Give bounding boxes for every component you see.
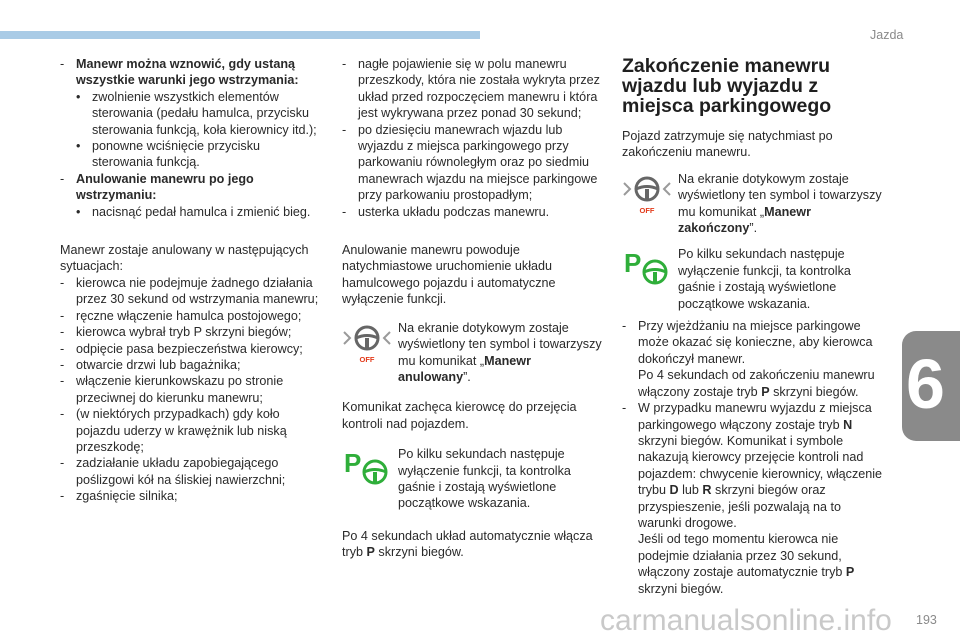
list-item: usterka układu podczas manewru. [358, 204, 550, 219]
finished-icon-text: Na ekranie dotykowym zostaje wyświetlony ten symbol i towarzyszy mu komunikat „Manewr zakończony”. [678, 171, 882, 236]
cancel-title: Anulowanie manewru po jego wstrzymaniu: [76, 171, 254, 203]
prompt-text: Komunikat zachęca kierowcę do przejęcia kontroli nad pojazdem. [342, 400, 577, 431]
cancel-intro: Manewr zostaje anulowany w następujących sytuacjach: [60, 243, 309, 274]
list-item: zadziałanie układu zapobiegającego poślizgowi kół na śliskiej nawierzchni; [76, 456, 286, 487]
chapter-number: 6 [906, 345, 945, 423]
park-steering-wheel-icon [342, 446, 392, 502]
park-icon-text: Po kilku sekundach następuje wyłączenie funkcji, ta kontrolka gaśnie i zostają wyświetlone początkowe wskazania. [398, 447, 571, 511]
column-1: - Manewr można wznowić, gdy ustaną wszystkie warunki jego wstrzymania: • zwolnienie wszystkich elementów sterowania (pedału hamulca, przycisku sterowania funkcją, koła kierownicy itd.); • ponowne wciśnięcie przycisku sterowania funkcją. - Anulowanie manewru po jego wstrzymaniu: • nacisnąć pedał hamulca i zmienić bieg. Manewr zostaje anulowany w następujących sytuacjach: - kierowca nie podejmuje żadnego działania przez 30 sekund od wstrzymania manewru; - ręczne włączenie hamulca postojowego; - kierowca wybrał tryb P skrzyni biegów; - odpięcie pasa bezpieczeństwa kierowcy; - otwarcie drzwi lub bagażnika; - włączenie kierunkowskazu po stronie przeciwnej do kierunku manewru; - (w niektórych przypadkach) gdy koło pojazdu uderzy w krawężnik lub niską przeszkodę; - zadziałanie układu zapobiegającego poślizgowi kół na śliskiej nawierzchni; - zgaśnięcie silnika; [60, 56, 322, 505]
steering-wheel-off-icon [622, 171, 672, 227]
list-item: otwarcie drzwi lub bagażnika; [76, 357, 241, 372]
list-item: nagłe pojawienie się w polu manewru przeszkody, która nie została wykryta przez układ przed rozpoczęciem manewru i która jest wykrywana przez ponad 30 sekund; [358, 57, 600, 121]
list-item: (w niektórych przypadkach) gdy koło pojazdu uderzy w krawężnik lub niską przeszkodę; [76, 407, 287, 454]
list-item: - Przy wjeżdżaniu na miejsce parkingowe może okazać się konieczne, aby kierowca dokończył manewr. Po 4 sekundach od zakończeniu manewru włączony zostaje tryb P skrzyni biegów. [622, 319, 875, 399]
cancel-paragraph: Anulowanie manewru powoduje natychmiastowe uruchomienie układu hamulcowego pojazdu i automatyczne wyłączenie funkcji. [342, 243, 556, 307]
section-title: Jazda [870, 28, 904, 42]
cancelled-icon-text: Na ekranie dotykowym zostaje wyświetlony ten symbol i towarzyszy mu komunikat „Manewr anulowany”. [398, 320, 602, 384]
steering-wheel-off-icon [342, 320, 392, 376]
list-item: kierowca nie podejmuje żadnego działania przez 30 sekund od wstrzymania manewru; [76, 275, 319, 307]
svg-text:OFF: OFF [639, 205, 655, 215]
column-3 [622, 56, 884, 597]
message-text: Manewr zakończony [678, 204, 811, 236]
final-text: Po 4 sekundach układ automatycznie włącza tryb P skrzyni biegów. [342, 528, 593, 560]
page-number: 193 [916, 613, 937, 627]
list-item: - Anulowanie manewru po jego wstrzymaniu: • nacisnąć pedał hamulca i zmienić bieg. [60, 171, 322, 220]
column-2: - nagłe pojawienie się w polu manewru przeszkody, która nie została wykryta przez układ przed rozpoczęciem manewru i która jest wykrywana przez ponad 30 sekund; - po dziesięciu manewrach wjazdu lub wyjazdu z miejsca parkingowego przy parkowaniu równoległym oraz po siedmiu manewrach wjazdu na miejsce parkingowe przy parkowaniu prostopadłym; - usterka układu podczas manewru. Anulowanie manewru powoduje natychmiastowe uruchomienie układu hamulcowego pojazdu i automatyczne wyłączenie funkcji. OFF Na ekranie dotykowym zostaje wyświetlony ten symbol i towarzyszy mu komunikat „Manewr anulowany”. Komunikat zachęca kierowcę do przejęcia kontroli nad pojazdem. P Po kilku sekundach następuje wyłączenie funkcji, ta kontrolka gaśnie i zostają wyświetlone początkowe wskazania. Po 4 sekundach układ automatycznie włącza tryb P skrzyni biegów. [342, 56, 604, 561]
list-item: zgaśnięcie silnika; [76, 489, 178, 504]
list-item: ponowne wciśnięcie przycisku sterowania funkcją. [92, 139, 260, 170]
list-item: zwolnienie wszystkich elementów sterowania (pedału hamulca, przycisku sterowania funkcją, koła kierownicy itd.); [92, 89, 317, 137]
end-intro: Pojazd zatrzymuje się natychmiast po zakończeniu manewru. [622, 129, 833, 160]
message-text: Manewr anulowany [398, 353, 531, 384]
svg-text:OFF: OFF [359, 354, 375, 364]
list-item: odpięcie pasa bezpieczeństwa kierowcy; [76, 341, 303, 356]
list-item: - Manewr można wznowić, gdy ustaną wszystkie warunki jego wstrzymania: • zwolnienie wszystkich elementów sterowania (pedału hamulca, przycisku sterowania funkcją, koła kierownicy itd.); • ponowne wciśnięcie przycisku sterowania funkcją. [60, 56, 322, 171]
park-steering-wheel-icon [622, 246, 672, 302]
park-icon-text: Po kilku sekundach następuje wyłączenie funkcji, ta kontrolka gaśnie i zostają wyświetlone początkowe wskazania. [678, 247, 851, 311]
list-item: nacisnąć pedał hamulca i zmienić bieg. [92, 204, 311, 219]
svg-text:P: P [344, 448, 362, 479]
top-accent-bar [0, 31, 480, 39]
resume-title: Manewr można wznowić, gdy ustaną wszystkie warunki jego wstrzymania: [76, 57, 299, 88]
svg-text:P: P [624, 248, 642, 279]
list-item: włączenie kierunkowskazu po stronie przeciwnej do kierunku manewru; [76, 374, 284, 405]
list-item: kierowca wybrał tryb P skrzyni biegów; [76, 325, 292, 340]
list-item: po dziesięciu manewrach wjazdu lub wyjazdu z miejsca parkingowego przy parkowaniu równoległym oraz po siedmiu manewrach wjazdu na miejsce parkingowe przy parkowaniu prostopadłym; [358, 122, 598, 203]
section-heading: Zakończenie manewru wjazdu lub wyjazdu z miejsca parkingowego [622, 55, 832, 117]
list-item: - W przypadku manewru wyjazdu z miejsca parkingowego włączony zostaje tryb N skrzyni biegów. Komunikat i symbole nakazują kierowcy przejęcie kontroli nad pojazdem: chwycenie kierownicy, włączenie trybu D lub R skrzyni biegów oraz przyspieszenie, jeśli pozwalają na to warunki drogowe. Jeśli od tego momentu kierowca nie podejmie działania przez 30 sekund, włączony zostaje automatycznie tryb P skrzyni biegów. [622, 401, 883, 596]
list-item: ręczne włączenie hamulca postojowego; [76, 308, 302, 323]
watermark: carmanualsonline.info [600, 604, 892, 637]
